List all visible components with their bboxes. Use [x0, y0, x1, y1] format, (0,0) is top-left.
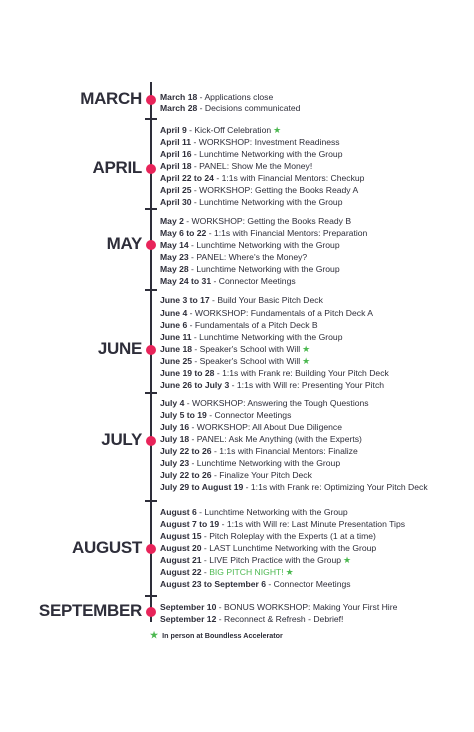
event-description: PANEL: Ask Me Anything (with the Experts) — [196, 434, 362, 444]
schedule-item — [160, 228, 367, 240]
event-description: BONUS WORKSHOP: Making Your First Hire — [224, 602, 398, 612]
month-marker-dot — [146, 436, 156, 446]
event-date: May 23 — [160, 252, 189, 262]
month-marker-dot — [146, 95, 156, 105]
event-date: April 25 — [160, 185, 192, 195]
schedule-item — [160, 161, 312, 173]
schedule-item — [160, 507, 348, 519]
event-date: May 6 to 22 — [160, 228, 207, 238]
event-description: 1:1s with Will re: Last Minute Presentation Tips — [226, 519, 406, 529]
event-separator: - — [216, 602, 225, 612]
schedule-item — [160, 295, 323, 307]
event-separator: - — [266, 579, 274, 589]
event-date: August 23 to September 6 — [160, 579, 267, 589]
schedule-item — [160, 125, 281, 137]
event-date: April 16 — [160, 149, 192, 159]
month-label-september: SEPTEMBER — [38, 601, 142, 620]
event-separator: - — [214, 368, 223, 378]
event-date: July 18 — [160, 434, 190, 444]
event-description: WORKSHOP: Fundamentals of a Pitch Deck A — [194, 308, 374, 318]
schedule-item — [160, 332, 342, 344]
event-date: April 9 — [160, 125, 187, 135]
month-label-july: JULY — [101, 430, 142, 449]
event-date: April 22 to 24 — [160, 173, 214, 183]
schedule-item — [160, 555, 351, 567]
event-date: August 7 to 19 — [160, 519, 220, 529]
star-icon: ★ — [302, 356, 311, 366]
event-description: 1:1s with Frank re: Optimizing Your Pitch Deck — [250, 482, 428, 492]
event-separator: - — [188, 240, 197, 250]
schedule-item — [160, 320, 318, 332]
event-date: May 2 — [160, 216, 184, 226]
event-separator: - — [211, 446, 220, 456]
event-separator: - — [216, 614, 225, 624]
schedule-item — [160, 531, 376, 543]
event-date: June 18 — [160, 344, 193, 354]
event-date: July 29 to August 19 — [160, 482, 244, 492]
event-date: March 28 — [160, 103, 198, 113]
schedule-item — [160, 252, 307, 264]
event-date: April 11 — [160, 137, 192, 147]
event-separator: - — [189, 434, 197, 444]
event-separator: - — [191, 185, 200, 195]
event-date: September 12 — [160, 614, 217, 624]
event-description: 1:1s with Financial Mentors: Finalize — [219, 446, 358, 456]
event-description: Speaker's School with Will — [199, 356, 301, 366]
event-date: June 26 to July 3 — [160, 380, 230, 390]
event-description: Lunchtime Networking with the Group — [199, 197, 343, 207]
legend-text: In person at Boundless Accelerator — [162, 631, 283, 640]
schedule-item — [160, 149, 342, 161]
event-description: Connector Meetings — [214, 410, 292, 420]
event-separator: - — [191, 137, 199, 147]
event-date: August 6 — [160, 507, 197, 517]
event-date: August 15 — [160, 531, 202, 541]
schedule-item — [160, 446, 358, 458]
event-separator: - — [183, 216, 192, 226]
event-description: Speaker's School with Will — [199, 344, 301, 354]
event-separator: - — [189, 458, 197, 468]
schedule-item — [160, 216, 351, 228]
event-separator: - — [206, 410, 215, 420]
star-icon: ★ — [302, 344, 311, 354]
star-icon: ★ — [285, 567, 294, 577]
schedule-item — [160, 398, 369, 410]
event-date: May 24 to 31 — [160, 276, 212, 286]
event-description: WORKSHOP: Answering the Tough Questions — [192, 398, 369, 408]
event-date: May 14 — [160, 240, 189, 250]
event-description: Reconnect & Refresh - Debrief! — [224, 614, 344, 624]
event-description: 1:1s with Financial Mentors: Preparation — [213, 228, 368, 238]
month-label-august: AUGUST — [72, 538, 142, 557]
event-description: Connector Meetings — [218, 276, 296, 286]
schedule-item — [160, 458, 340, 470]
event-description: WORKSHOP: Getting the Books Ready B — [191, 216, 352, 226]
event-description: WORKSHOP: Investment Readiness — [198, 137, 340, 147]
event-date: September 10 — [160, 602, 217, 612]
event-date: June 4 — [160, 308, 188, 318]
event-separator: - — [197, 92, 205, 102]
event-separator: - — [229, 380, 237, 390]
schedule-item — [160, 602, 397, 614]
event-separator: - — [191, 149, 200, 159]
event-date: July 22 to 26 — [160, 470, 212, 480]
event-separator: - — [189, 422, 197, 432]
event-description: Fundamentals of a Pitch Deck B — [194, 320, 318, 330]
event-date: August 20 — [160, 543, 202, 553]
event-date: July 4 — [160, 398, 185, 408]
schedule-item — [160, 276, 296, 288]
star-icon: ★ — [273, 125, 282, 135]
schedule-item — [160, 356, 310, 368]
star-icon: ★ — [343, 555, 352, 565]
event-description: Lunchtime Networking with the Group — [196, 240, 340, 250]
event-description: 1:1s with Frank re: Building Your Pitch Deck — [222, 368, 389, 378]
event-separator: - — [213, 173, 222, 183]
schedule-item — [160, 579, 351, 591]
event-separator: - — [209, 295, 218, 305]
event-separator: - — [191, 332, 200, 342]
schedule-item — [160, 264, 340, 276]
event-separator: - — [197, 103, 205, 113]
event-date: April 30 — [160, 197, 192, 207]
month-label-june: JUNE — [97, 339, 142, 358]
event-separator: - — [201, 555, 210, 565]
event-description: Build Your Basic Pitch Deck — [217, 295, 323, 305]
event-date: June 3 to 17 — [160, 295, 210, 305]
event-description: Lunchtime Networking with the Group — [199, 332, 343, 342]
event-date: July 23 — [160, 458, 190, 468]
schedule-item — [160, 380, 384, 392]
event-separator: - — [192, 356, 200, 366]
month-label-april: APRIL — [92, 158, 142, 177]
schedule-item — [160, 434, 362, 446]
event-description: Lunchtime Networking with the Group — [204, 507, 348, 517]
event-separator: - — [184, 398, 193, 408]
event-separator: - — [201, 531, 210, 541]
event-description: PANEL: Show Me the Money! — [199, 161, 313, 171]
event-description: LIVE Pitch Practice with the Group — [209, 555, 342, 565]
timeline-separator — [145, 118, 157, 120]
event-separator: - — [191, 161, 200, 171]
schedule-item — [160, 614, 343, 626]
schedule-item — [160, 173, 364, 185]
event-separator: - — [243, 482, 251, 492]
month-marker-dot — [146, 345, 156, 355]
event-date: June 6 — [160, 320, 188, 330]
star-icon: ★ — [150, 630, 159, 640]
month-marker-dot — [146, 240, 156, 250]
event-description: WORKSHOP: All About Due Diligence — [196, 422, 342, 432]
schedule-item — [160, 368, 389, 380]
schedule-item — [160, 470, 312, 482]
event-date: June 25 — [160, 356, 193, 366]
timeline-separator — [145, 500, 157, 502]
event-description: Pitch Roleplay with the Experts (1 at a time) — [209, 531, 376, 541]
event-separator: - — [201, 543, 210, 553]
schedule-item — [160, 308, 373, 320]
event-description: Connector Meetings — [273, 579, 351, 589]
event-separator: - — [188, 252, 197, 262]
event-date: July 5 to 19 — [160, 410, 207, 420]
event-description: BIG PITCH NIGHT! — [209, 567, 284, 577]
schedule-item — [160, 185, 358, 197]
event-description: Kick-Off Celebration — [194, 125, 272, 135]
timeline-separator — [145, 392, 157, 394]
month-marker-dot — [146, 544, 156, 554]
month-label-march: MARCH — [80, 89, 142, 108]
event-description: PANEL: Where's the Money? — [196, 252, 308, 262]
event-separator: - — [192, 344, 200, 354]
schedule-item — [160, 197, 342, 209]
month-marker-dot — [146, 164, 156, 174]
timeline-separator — [145, 208, 157, 210]
event-separator: - — [187, 320, 195, 330]
event-description: Finalize Your Pitch Deck — [219, 470, 312, 480]
timeline-separator — [145, 289, 157, 291]
event-description: WORKSHOP: Getting the Books Ready A — [199, 185, 359, 195]
event-separator: - — [201, 567, 210, 577]
schedule-item — [160, 410, 291, 422]
schedule-item — [160, 240, 340, 252]
schedule-item — [160, 482, 428, 494]
event-separator: - — [196, 507, 205, 517]
event-date: May 28 — [160, 264, 189, 274]
event-date: August 21 — [160, 555, 202, 565]
event-separator: - — [191, 197, 200, 207]
event-description: 1:1s with Financial Mentors: Checkup — [221, 173, 365, 183]
timeline-separator — [145, 595, 157, 597]
event-description: Decisions communicated — [204, 103, 301, 113]
event-date: July 22 to 26 — [160, 446, 212, 456]
event-separator: - — [188, 264, 197, 274]
event-description: LAST Lunchtime Networking with the Group — [209, 543, 377, 553]
month-marker-dot — [146, 607, 156, 617]
schedule-item — [160, 344, 310, 356]
schedule-item — [160, 543, 376, 555]
event-separator: - — [187, 308, 195, 318]
event-date: July 16 — [160, 422, 190, 432]
event-description: 1:1s with Will re: Presenting Your Pitch — [236, 380, 385, 390]
event-date: June 19 to 28 — [160, 368, 215, 378]
event-description: Lunchtime Networking with the Group — [199, 149, 343, 159]
event-separator: - — [211, 470, 220, 480]
event-separator: - — [206, 228, 214, 238]
schedule-item — [160, 137, 340, 149]
schedule-item — [160, 103, 300, 115]
month-label-may: MAY — [106, 234, 142, 253]
event-date: August 22 — [160, 567, 202, 577]
event-date: March 18 — [160, 92, 198, 102]
event-description: Lunchtime Networking with the Group — [196, 458, 341, 468]
legend — [150, 630, 283, 641]
schedule-item — [160, 422, 342, 434]
schedule-item — [160, 519, 405, 531]
event-description: Applications close — [204, 92, 274, 102]
event-description: Lunchtime Networking with the Group — [196, 264, 340, 274]
event-separator: - — [186, 125, 195, 135]
event-date: April 18 — [160, 161, 192, 171]
event-date: June 11 — [160, 332, 192, 342]
event-separator: - — [211, 276, 219, 286]
event-separator: - — [219, 519, 227, 529]
schedule-item — [160, 567, 294, 579]
